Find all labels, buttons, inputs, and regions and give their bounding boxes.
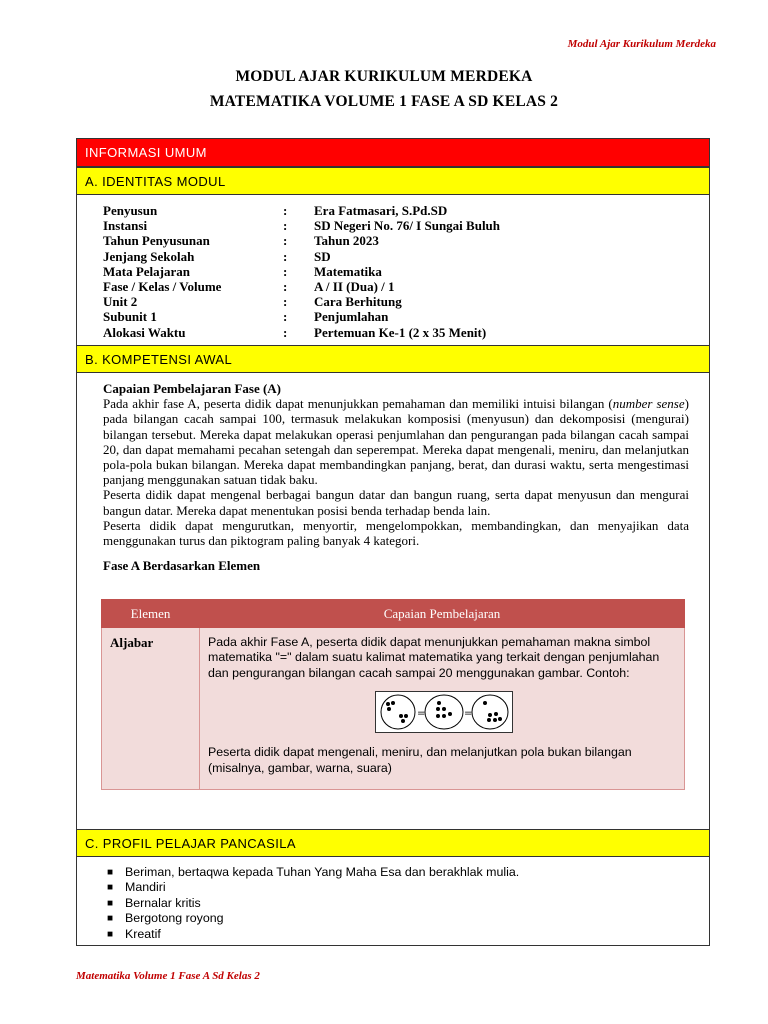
bullet-icon: ■	[107, 928, 114, 940]
identitas-key: Instansi	[103, 218, 148, 234]
identitas-value: Penjumlahan	[314, 309, 389, 325]
section-identitas-modul: A. IDENTITAS MODUL	[77, 167, 709, 195]
identitas-value: Tahun 2023	[314, 233, 379, 249]
capaian-paragraph-1	[103, 396, 689, 487]
dots-equation-svg	[376, 692, 512, 732]
equals-sign-icon: =	[464, 708, 473, 720]
identitas-key: Alokasi Waktu	[103, 324, 186, 340]
list-item	[107, 911, 519, 926]
identitas-sep: :	[283, 218, 288, 234]
circle-group-icon	[472, 695, 508, 729]
column-header-capaian: Capaian Pembelajaran	[200, 600, 685, 628]
identitas-value: Matematika	[314, 263, 382, 279]
capaian-cell	[200, 628, 685, 790]
capaian-text-italic: number sense	[612, 396, 685, 412]
profil-list	[107, 865, 519, 942]
document-title: MODUL AJAR KURIKULUM MERDEKA	[235, 68, 533, 85]
identitas-row	[103, 249, 500, 264]
bullet-icon: ■	[107, 882, 114, 894]
identitas-row	[103, 233, 500, 248]
identitas-sep: :	[283, 294, 288, 310]
capaian-text-b: ) pada bilangan cacah sampai 100, termasuk melakukan komposisi (menyusun) dan dekomposisi (mengurai) bilangan tersebut. Mereka dapat melakukan operasi penjumlahan dan pengurangan pada bilangan cacah sampai 20, dan dapat memahami pecahan setengah dan seperempat. Mereka dapat mengenali, meniru, dan melanjutkan pola-pola bukan bilangan. Mereka dapat membandingkan panjang, berat, dan durasi waktu, serta mengestimasi panjang menggunakan satuan tidak baku.	[103, 396, 689, 488]
identitas-sep: :	[283, 324, 288, 340]
identitas-row	[103, 264, 500, 279]
bullet-icon: ■	[107, 897, 114, 909]
section-informasi-umum: INFORMASI UMUM	[77, 139, 709, 167]
identitas-key: Unit 2	[103, 294, 138, 310]
identitas-sep: :	[283, 278, 288, 294]
identitas-value: SD Negeri No. 76/ I Sungai Buluh	[314, 218, 501, 234]
identitas-key: Tahun Penyusunan	[103, 233, 210, 249]
fase-heading: Fase A Berdasarkan Elemen	[103, 558, 261, 574]
bullet-icon: ■	[107, 913, 114, 925]
identitas-key: Penyusun	[103, 203, 158, 218]
identitas-sep: :	[283, 263, 288, 279]
header-note: Modul Ajar Kurikulum Merdeka	[567, 38, 716, 50]
document-subtitle: MATEMATIKA VOLUME 1 FASE A SD KELAS 2	[209, 93, 559, 110]
equals-sign-icon: =	[417, 708, 426, 720]
circle-group-icon	[381, 695, 415, 729]
identitas-value: Pertemuan Ke-1 (2 x 35 Menit)	[314, 324, 487, 340]
equation-dots-image	[375, 691, 513, 733]
list-item-label: Bergotong royong	[125, 911, 224, 926]
capaian-text-2: Peserta didik dapat mengenali, meniru, dan melanjutkan pola bukan bilangan (misalnya, gambar, warna, suara)	[208, 745, 632, 775]
identitas-value: Era Fatmasari, S.Pd.SD	[314, 203, 448, 218]
capaian-heading: Capaian Pembelajaran Fase (A)	[103, 381, 282, 396]
identitas-value: SD	[314, 248, 331, 264]
identitas-row	[103, 279, 500, 294]
identitas-sep: :	[283, 309, 288, 325]
capaian-text-1: Pada akhir Fase A, peserta didik dapat menunjukkan pemahaman makna simbol matematika "=" dalam suatu kalimat matematika yang terkait dengan penjumlahan dan pengurangan bilangan cacah sampai 20 menggunakan gambar. Contoh:	[208, 635, 660, 680]
elemen-table	[101, 599, 685, 790]
identitas-row	[103, 294, 500, 309]
list-item	[107, 927, 519, 942]
identitas-sep: :	[283, 233, 288, 249]
identitas-row	[103, 203, 500, 218]
identitas-key: Jenjang Sekolah	[103, 248, 195, 264]
list-item-label: Bernalar kritis	[125, 895, 201, 910]
footer-note: Matematika Volume 1 Fase A Sd Kelas 2	[76, 970, 260, 982]
bullet-icon: ■	[107, 867, 114, 878]
list-item-label: Beriman, bertaqwa kepada Tuhan Yang Maha Esa dan berakhlak mulia.	[125, 865, 520, 879]
kompetensi-text	[103, 381, 689, 573]
capaian-text-a: Pada akhir fase A, peserta didik dapat menunjukkan pemahaman dan memiliki intuisi bilangan (	[103, 396, 613, 412]
identitas-row	[103, 309, 500, 324]
elemen-cell: Aljabar	[102, 628, 200, 790]
column-header-elemen: Elemen	[102, 600, 200, 628]
module-frame	[76, 138, 710, 946]
identitas-key: Fase / Kelas / Volume	[103, 278, 222, 294]
list-item	[107, 865, 519, 880]
capaian-paragraph-2: Peserta didik dapat mengenal berbagai bangun datar dan bangun ruang, serta dapat menyusun dan mengurai bangun datar. Mereka dapat menentukan posisi benda terhadap benda lain.	[103, 487, 689, 518]
list-item	[107, 880, 519, 895]
circle-group-icon	[425, 695, 463, 729]
list-item-label: Mandiri	[125, 880, 166, 895]
identitas-list	[103, 203, 500, 340]
capaian-paragraph-3: Peserta didik dapat mengurutkan, menyortir, mengelompokkan, membandingkan, dan menyajikan data menggunakan turus dan piktogram paling banyak 4 kategori.	[103, 517, 689, 549]
identitas-value: Cara Berhitung	[314, 294, 402, 310]
list-item-label: Kreatif	[125, 926, 161, 941]
section-kompetensi-awal: B. KOMPETENSI AWAL	[77, 345, 709, 373]
identitas-key: Mata Pelajaran	[103, 263, 191, 279]
identitas-row	[103, 218, 500, 233]
identitas-sep: :	[283, 248, 288, 264]
identitas-key: Subunit 1	[103, 309, 157, 325]
list-item	[107, 896, 519, 911]
identitas-row	[103, 325, 500, 340]
table-row	[102, 628, 685, 790]
identitas-sep: :	[283, 203, 288, 218]
identitas-value: A / II (Dua) / 1	[314, 278, 395, 294]
section-profil-pelajar: C. PROFIL PELAJAR PANCASILA	[77, 829, 709, 857]
table-header-row	[102, 600, 685, 628]
